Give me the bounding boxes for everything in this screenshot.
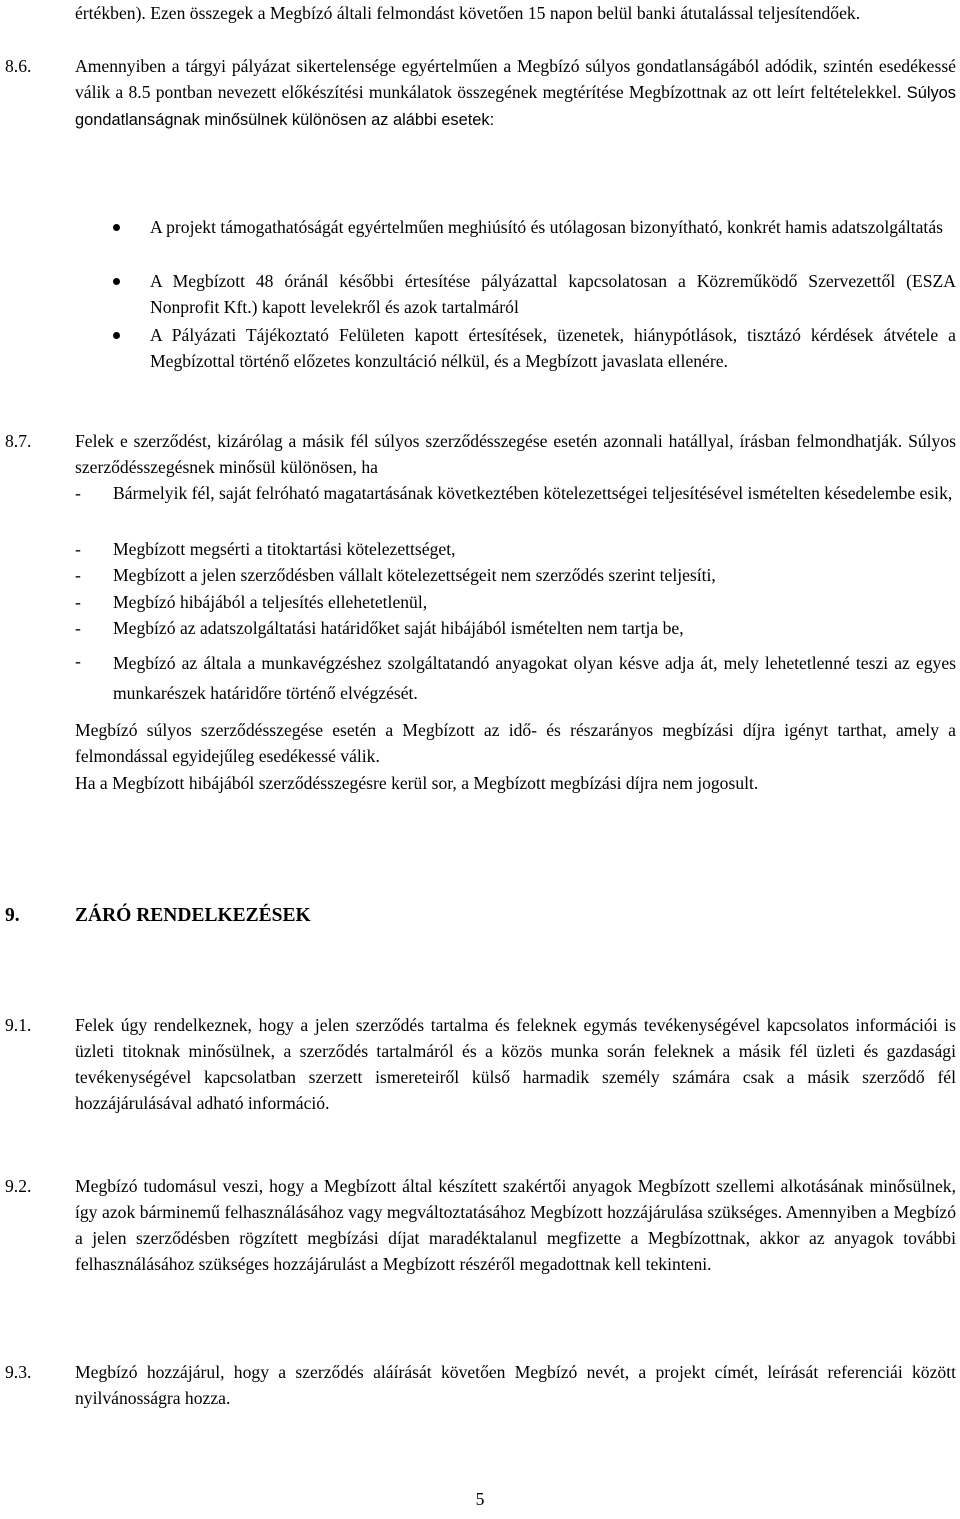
dash-item-6: Megbízó az általa a munkavégzéshez szolgáltatandó anyagokat olyan késve adja át, mely lehetetlenné teszi az egyes munkarészek határidőre történő elvégzését. [113,653,956,703]
paragraph-9-1: Felek úgy rendelkeznek, hogy a jelen szerződés tartalma és feleknek egymás tevékenységével kapcsolatos információi is üzleti titoknak minősülnek, a szerződés tartalmáról és a közös munka során feleknek a másik fél üzleti és gazdasági tevékenységével kapcsolatban szerzett ismereteiről külső harmadik személy számára csak a másik szerződő fél hozzájárulásával adható információ. [75,1015,956,1113]
section-number-9-1: 9.1. [5,1015,32,1035]
paragraph-8-7-after-2: Ha a Megbízott hibájából szerződésszegésre kerül sor, a Megbízott megbízási díjra nem jogosult. [75,773,759,793]
bullet-item-3: A Pályázati Tájékoztató Felületen kapott értesítések, üzenetek, hiánypótlások, tisztázó kérdések átvétele a Megbízottal történő előzetes konzultáció nélkül, és a Megbízott javaslata ellenére. [150,325,956,371]
section-number-8-7: 8.7. [5,431,32,451]
heading-title: ZÁRÓ RENDELKEZÉSEK [75,905,311,926]
bullet-icon [111,322,123,348]
dash-marker: - [75,539,81,559]
section-number-8-6: 8.6. [5,56,32,76]
dash-marker: - [75,483,81,503]
section-number-9-2: 9.2. [5,1176,32,1196]
dash-item-2: Megbízott megsérti a titoktartási kötelezettséget, [113,539,456,559]
paragraph-8-6-text-a: Amennyiben a tárgyi pályázat sikertelensége egyértelműen a Megbízó súlyos gondatlanságából adódik, szintén esedékessé válik a 8.5 pontban nevezett előkészítési munkálatok összegének megtérítése Megbízottnak az ott leírt feltételekkel. [75,56,956,102]
heading-number: 9. [5,905,20,926]
paragraph-8-7: Felek e szerződést, kizárólag a másik fél súlyos szerződésszegése esetén azonnali hatállyal, írásban felmondhatják. Súlyos szerződésszegésnek minősül különösen, ha [75,431,956,477]
bullet-icon [111,268,123,294]
bullet-icon [111,214,123,240]
section-number-9-3: 9.3. [5,1362,32,1382]
dash-marker: - [75,565,81,585]
paragraph-intro: értékben). Ezen összegek a Megbízó általi felmondást követően 15 napon belül banki átutalással teljesítendőek. [75,3,861,23]
dash-marker: - [75,651,81,671]
bullet-item-2: A Megbízott 48 óránál későbbi értesítése pályázattal kapcsolatosan a Közreműködő Szervezettől (ESZA Nonprofit Kft.) kapott levelekről és azok tartalmáról [150,271,956,317]
paragraph-8-6-text-b: Súlyos gondatlanságnak minősülnek különösen az alábbi esetek: [75,84,956,129]
dash-item-3: Megbízott a jelen szerződésben vállalt kötelezettségeit nem szerződés szerint teljesíti, [113,565,716,585]
paragraph-8-6 [75,53,956,133]
dash-item-5: Megbízó az adatszolgáltatási határidőket saját hibájából ismételten nem tartja be, [113,618,684,638]
dash-marker: - [75,618,81,638]
paragraph-9-3: Megbízó hozzájárul, hogy a szerződés aláírását követően Megbízó nevét, a projekt címét, leírását referenciái között nyilvánosságra hozza. [75,1362,956,1408]
dash-item-4: Megbízó hibájából a teljesítés ellehetetlenül, [113,592,428,612]
bullet-item-1-text: A projekt támogathatóságát egyértelműen meghiúsító és utólagosan bizonyítható, konkrét hamis adatszolgáltatás [150,217,943,237]
paragraph-8-7-after-1: Megbízó súlyos szerződésszegése esetén a Megbízott az idő- és részarányos megbízási díjra igényt tarthat, amely a felmondással egyidejűleg esedékessé válik. [75,720,956,766]
dash-marker: - [75,592,81,612]
bullet-item-1 [150,214,956,240]
page-number: 5 [475,1489,485,1509]
paragraph-9-2: Megbízó tudomásul veszi, hogy a Megbízott által készített szakértői anyagok Megbízott szellemi alkotásának minősülnek, így azok bárminemű felhasználásához vagy megváltoztatásához Megbízott hozzájárulása szükséges. Amennyiben a Megbízó a jelen szerződésben rögzített megbízási díjat maradéktalanul megfizette a Megbízottnak, akkor az anyagok további felhasználásához szükséges hozzájárulást a Megbízott részéről megadottnak kell tekinteni. [75,1176,956,1274]
dash-item-1: Bármelyik fél, saját felróható magatartásának következtében kötelezettségei teljesítésével ismételten késedelembe esik, [113,483,953,503]
